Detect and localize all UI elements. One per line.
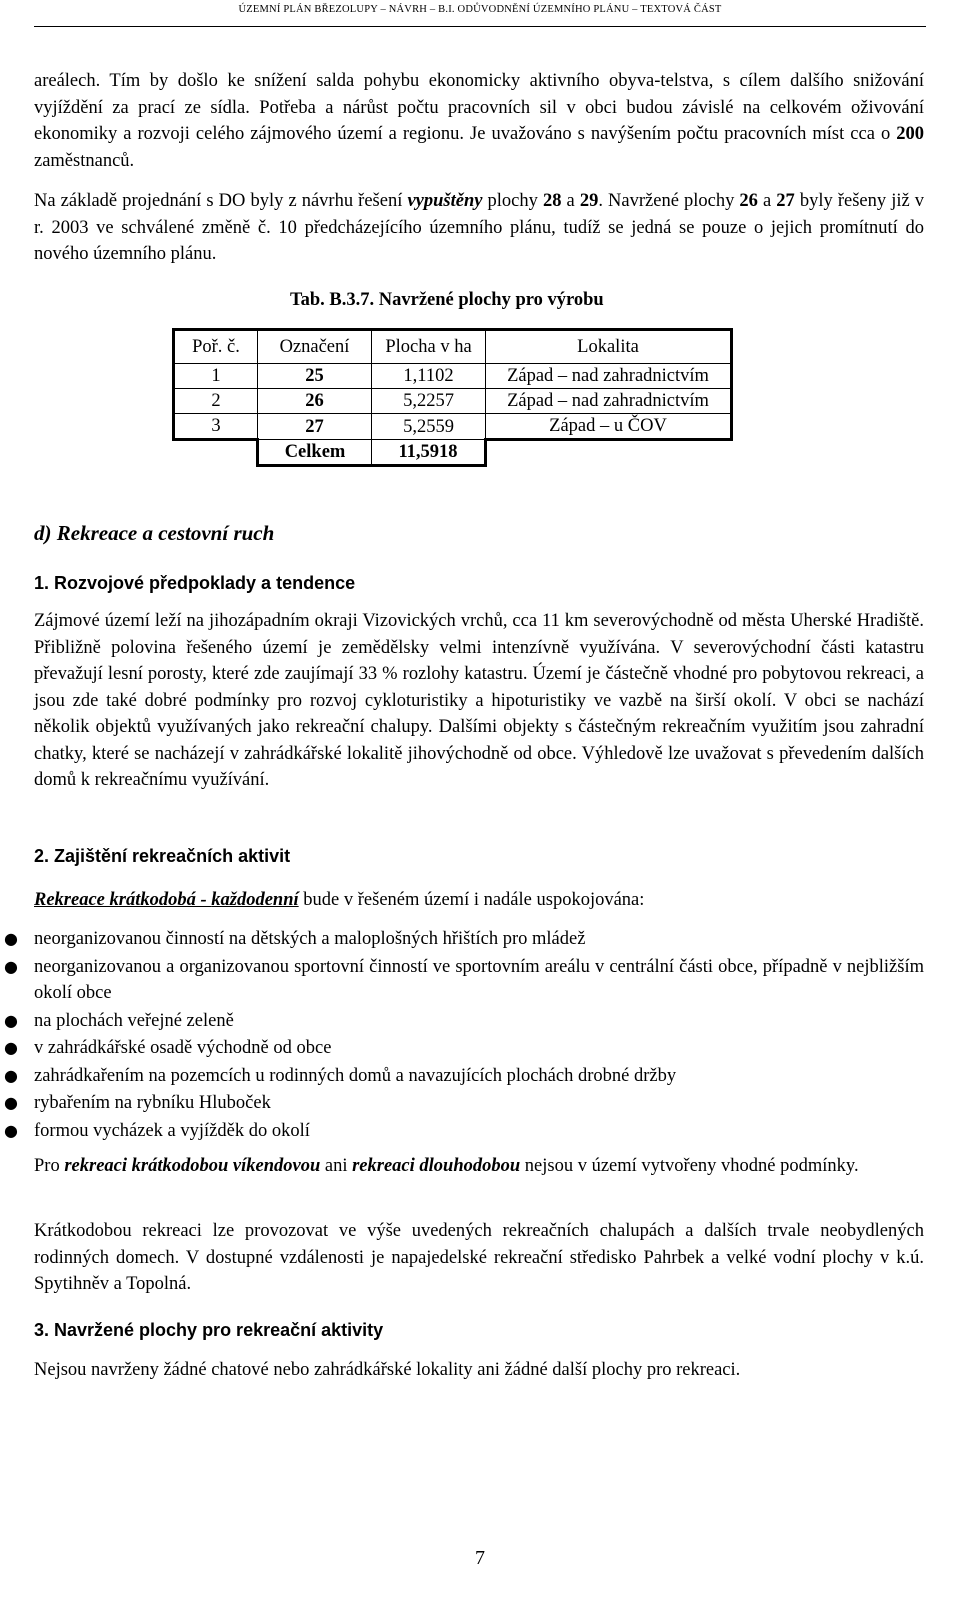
paragraph-2-text-f: byly řešeny již v r. 2003 ve schválené změně č. 10 předcházejícího územního plánu, tudíž se jedná se pouze o jejich promítnutí do nového územního plánu. — [34, 191, 925, 264]
table-row — [174, 364, 732, 389]
table-header-row — [174, 330, 732, 364]
table-cell: 1 — [174, 364, 258, 389]
bullet-icon: ● — [4, 1038, 18, 1057]
table-empty-cell — [486, 440, 732, 466]
bullet-icon: ● — [4, 1120, 18, 1140]
list-item-text: rybařením na rybníku Hluboček — [34, 1093, 271, 1113]
paragraph-5-text-b: ani — [320, 1156, 353, 1176]
paragraph-4-rest: bude v řešeném území i nadále uspokojována: — [298, 890, 645, 910]
paragraph-5-emph-2: rekreaci dlouhodobou — [352, 1156, 521, 1176]
header-rule — [34, 26, 926, 27]
heading-3: 3. Navržené plochy pro rekreační aktivity — [34, 1320, 384, 1340]
table-total-value: 11,5918 — [372, 440, 486, 466]
paragraph-4-emph-2: každodenní — [211, 890, 299, 910]
recreation-list — [0, 926, 924, 1145]
paragraph-1-bold: 200 — [896, 124, 924, 144]
paragraph-2-text-c: a — [561, 191, 580, 211]
paragraph-6-text: Krátkodobou rekreaci lze provozovat ve výše uvedených rekreačních chalupách a dalších trvale neobydlených rodinných domech. V dostupné vzdálenosti je napajedelské rekreační středisko Pahrbek a velké vodní plochy v k.ú. Spytihněv a Topolná. — [34, 1221, 924, 1294]
list-item-text: formou vycházek a vyjížděk do okolí — [34, 1120, 310, 1141]
table-total-label: Celkem — [258, 440, 372, 466]
table-cell: 2 — [174, 389, 258, 414]
paragraph-2-text-d: . Navržené plochy — [598, 191, 740, 211]
table-cell: 5,2559 — [372, 414, 486, 440]
paragraph-5-text-c: nejsou v území vytvořeny vhodné podmínky. — [520, 1156, 859, 1176]
paragraph-1 — [34, 68, 924, 174]
table-empty-cell — [174, 440, 258, 466]
table-cell: 3 — [174, 414, 258, 440]
paragraph-2-text-e: a — [757, 191, 777, 211]
paragraph-6 — [34, 1218, 924, 1298]
table-total-row — [174, 440, 732, 466]
list-item-text: neorganizovanou činností na dětských a maloplošných hřištích pro mládež — [34, 929, 586, 949]
paragraph-2 — [34, 188, 924, 268]
paragraph-2-n4: 27 — [776, 191, 795, 211]
table-title: Tab. B.3.7. Navržené plochy pro výrobu — [290, 290, 604, 310]
bullet-icon: ● — [4, 1093, 18, 1112]
paragraph-2-text-b: plochy — [482, 191, 543, 211]
table-cell: 26 — [258, 389, 372, 414]
paragraph-7-text: Nejsou navrženy žádné chatové nebo zahrádkářské lokality ani žádné další plochy pro rekreaci. — [34, 1360, 741, 1380]
paragraph-2-emph: vypuštěny — [407, 191, 483, 211]
paragraph-2-text-a: Na základě projednání s DO byly z návrhu řešení — [34, 191, 408, 211]
list-item — [0, 1063, 924, 1090]
bullet-icon: ● — [4, 956, 18, 976]
section-heading-d: d) Rekreace a cestovní ruch — [34, 521, 275, 545]
paragraph-1-text-b: zaměstnanců. — [34, 150, 135, 171]
paragraph-2-n1: 28 — [542, 191, 562, 211]
paragraph-3 — [34, 608, 924, 794]
table-cell: 5,2257 — [372, 389, 486, 414]
table-cell: Západ – u ČOV — [486, 414, 732, 440]
bullet-icon: ● — [4, 929, 18, 948]
bullet-icon: ● — [4, 1010, 18, 1030]
list-item — [0, 1035, 924, 1062]
paragraph-5-emph-1: rekreaci krátkodobou víkendovou — [64, 1156, 321, 1176]
list-item-text: zahrádkařením na pozemcích u rodinných domů a navazujících plochách drobné držby — [34, 1065, 677, 1086]
page-number: 7 — [475, 1547, 485, 1569]
table-header-cell: Plocha v ha — [372, 330, 486, 364]
list-item — [0, 926, 924, 953]
table-header-cell: Lokalita — [486, 330, 732, 364]
paragraph-4 — [34, 887, 924, 914]
list-item — [0, 1118, 924, 1145]
table-header-cell: Označení — [258, 330, 372, 364]
page-header — [0, 4, 960, 15]
table-cell: 25 — [258, 364, 372, 389]
paragraph-2-n3: 26 — [739, 191, 758, 211]
paragraph-1-text-a: areálech. Tím by došlo ke snížení salda pohybu ekonomicky aktivního obyva-telstva, s cílem dalšího snižování vyjíždění za prací ze sídla. Potřeba a nárůst počtu pracovních sil v obci budou závislé na celkovém oživování ekonomiky a rozvoji celého zájmového území a regionu. Je uvažováno s navýšením počtu pracovních míst cca o — [34, 71, 924, 144]
paragraph-5-text-a: Pro — [34, 1156, 65, 1176]
list-item-text: na plochách veřejné zeleně — [34, 1010, 234, 1031]
paragraph-3-text: Zájmové území leží na jihozápadním okraji Vizovických vrchů, cca 11 km severovýchodně od města Uherské Hradiště. Přibližně polovina řešeného území je zemědělsky velmi intenzívně využívána. V severovýchodní části katastru převažují lesní porosty, které zde zaujímají 33 % rozlohy katastru. Území je částečně vhodné pro pobytovou rekreaci, a jsou zde také dobré podmínky pro rozvoj cykloturistiky a hipoturistiky ve vazbě na širší okolí. V obci se nachází několik objektů využívaných jako rekreační chalupy. Dalšími objekty s částečným rekreačním využitím jsou zahradní chatky, které se nacházejí v zahrádkářské lokalitě jihovýchodně od obce. Výhledově lze uvažovat s převedením dalších domů k rekreačnímu využívání. — [34, 611, 924, 790]
header-text: ÚZEMNÍ PLÁN BŘEZOLUPY – NÁVRH – B.I. ODŮVODNĚNÍ ÚZEMNÍHO PLÁNU – TEXTOVÁ ČÁST — [238, 4, 722, 15]
heading-2: 2. Zajištění rekreačních aktivit — [34, 846, 291, 866]
bullet-icon: ● — [4, 1065, 18, 1085]
table-cell: 27 — [258, 414, 372, 440]
list-item-text: v zahrádkářské osadě východně od obce — [34, 1038, 332, 1058]
table-cell: 1,1102 — [372, 364, 486, 389]
list-item — [0, 954, 924, 1007]
production-areas-table — [172, 328, 733, 467]
paragraph-2-n2: 29 — [579, 191, 599, 211]
table-header-cell: Poř. č. — [174, 330, 258, 364]
paragraph-7 — [34, 1357, 924, 1384]
table-row — [174, 389, 732, 414]
paragraph-4-emph-1: Rekreace krátkodobá - — [34, 890, 212, 910]
table-cell: Západ – nad zahradnictvím — [486, 389, 732, 414]
list-item-text: neorganizovanou a organizovanou sportovní činností ve sportovním areálu v centrální části obce, případně v nejbližším okolí obce — [34, 956, 924, 1003]
paragraph-5 — [34, 1153, 924, 1180]
list-item — [0, 1008, 924, 1035]
table-row — [174, 414, 732, 440]
list-item — [0, 1090, 924, 1117]
heading-1: 1. Rozvojové předpoklady a tendence — [34, 573, 356, 593]
table-cell: Západ – nad zahradnictvím — [486, 364, 732, 389]
